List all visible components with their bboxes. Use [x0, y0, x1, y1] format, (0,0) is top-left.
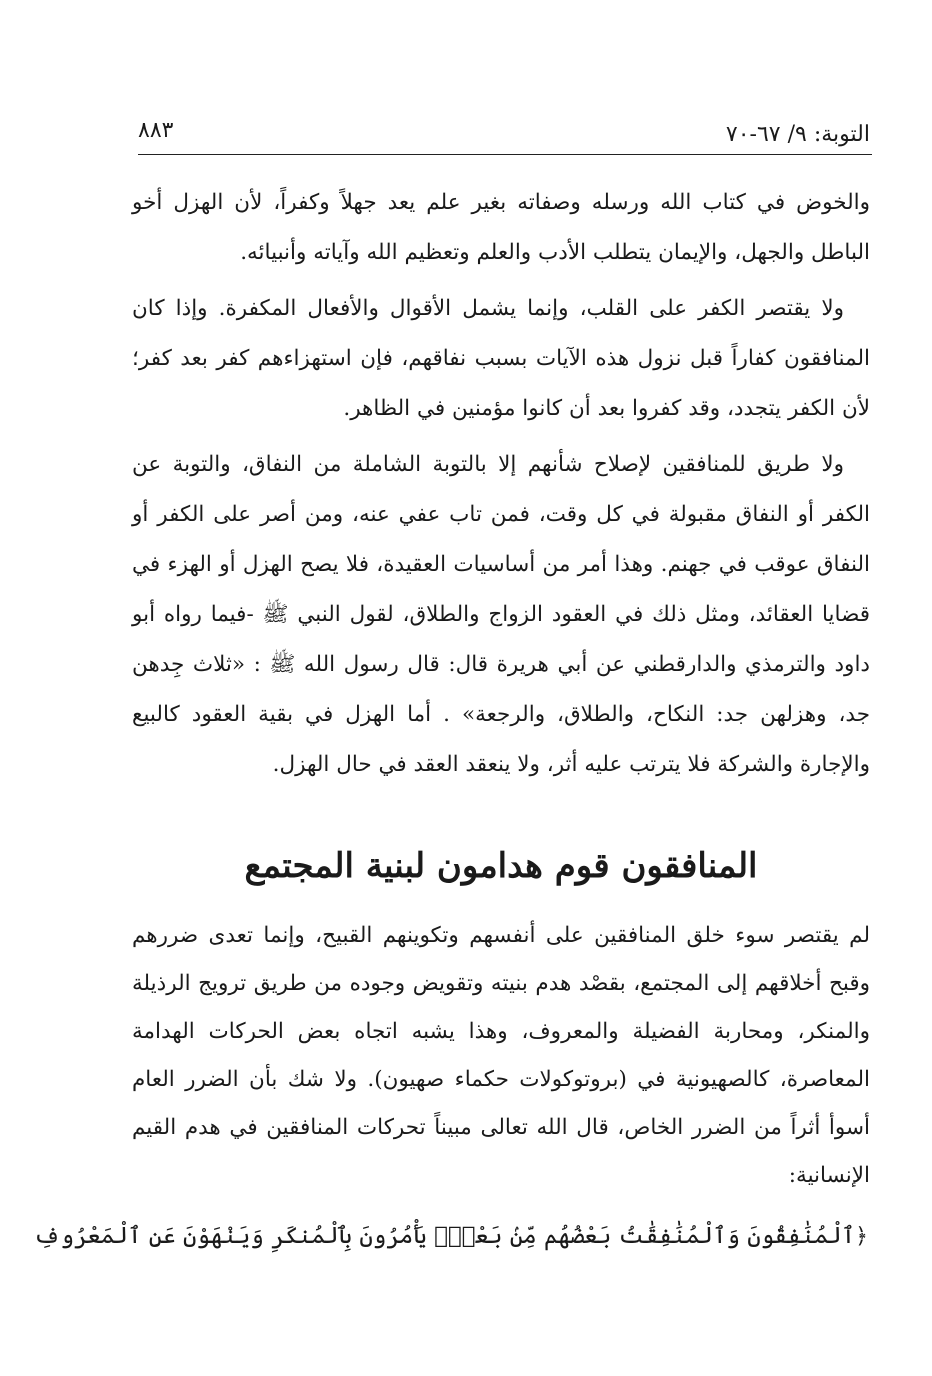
running-header-title: التوبة: ٩/ ٦٧-٧٠: [725, 122, 870, 147]
page-header: [138, 108, 870, 152]
page-number: ٨٨٣: [138, 118, 174, 143]
paragraph-1: والخوض في كتاب الله ورسله وصفاته بغير علم يعد جهلاً وكفراً، لأن الهزل أخو الباطل والجهل، والإيمان يتطلب الأدب والعلم وتعظيم الله وآياته وأنبيائه.: [132, 190, 870, 265]
paragraph-2: ولا يقتصر الكفر على القلب، وإنما يشمل الأقوال والأفعال المكفرة. وإذا كان المنافقون كفاراً قبل نزول هذه الآيات بسبب نفاقهم، فإن استهزاءهم كفر بعد كفر؛ لأن الكفر يتجدد، وقد كفروا بعد أن كانوا مؤمنين في الظاهر.: [132, 296, 870, 421]
section-heading: المنافقون قوم هدامون لبنية المجتمع: [244, 846, 758, 886]
main-text: [132, 178, 870, 796]
section-text: [132, 912, 870, 1206]
ornate-bracket: ﴿: [855, 1224, 868, 1249]
quran-verse-text: ٱلْمُنَٰفِقُونَ وَٱلْمُنَٰفِقَٰتُ بَعْضُهُم مِّنۢ بَعْضٍۚ يَأْمُرُونَ بِٱلْمُنكَرِ وَيَنْهَوْنَ عَنِ ٱلْمَعْرُوفِ: [33, 1223, 856, 1249]
header-divider: [138, 154, 872, 155]
quran-verse: [33, 1212, 868, 1261]
section-paragraph: لم يقتصر سوء خلق المنافقين على أنفسهم وتكوينهم القبيح، وإنما تعدى ضررهم وقبح أخلاقهم إلى المجتمع، بقصْد هدم بنيته وتقويض وجوده من طريق ترويج الرذيلة والمنكر، ومحاربة الفضيلة والمعروف، وهذا يشبه اتجاه بعض الحركات الهدامة المعاصرة، كالصهيونية في (بروتوكولات حكماء صهيون). ولا شك بأن الضرر العام أسوأ أثراً من الضرر الخاص، قال الله تعالى مبيناً تحركات المنافقين في هدم القيم الإنسانية:: [132, 923, 870, 1188]
paragraph-3: ولا طريق للمنافقين لإصلاح شأنهم إلا بالتوبة الشاملة من النفاق، والتوبة عن الكفر أو النفاق مقبولة في كل وقت، فمن تاب عفي عنه، ومن أصر على الكفر أو النفاق عوقب في جهنم. وهذا أمر من أساسيات العقيدة، فلا يصح الهزل أو الهزء في قضايا العقائد، ومثل ذلك في العقود الزواج والطلاق، لقول النبي ﷺ -فيما رواه أبو داود والترمذي والدارقطني عن أبي هريرة قال: قال رسول الله ﷺ : «ثلاث جِدهن جد، وهزلهن جد: النكاح، والطلاق، والرجعة» . أما الهزل في بقية العقود كالبيع والإجارة والشركة فلا يترتب عليه أثر، ولا ينعقد العقد في حال الهزل.: [132, 452, 870, 777]
